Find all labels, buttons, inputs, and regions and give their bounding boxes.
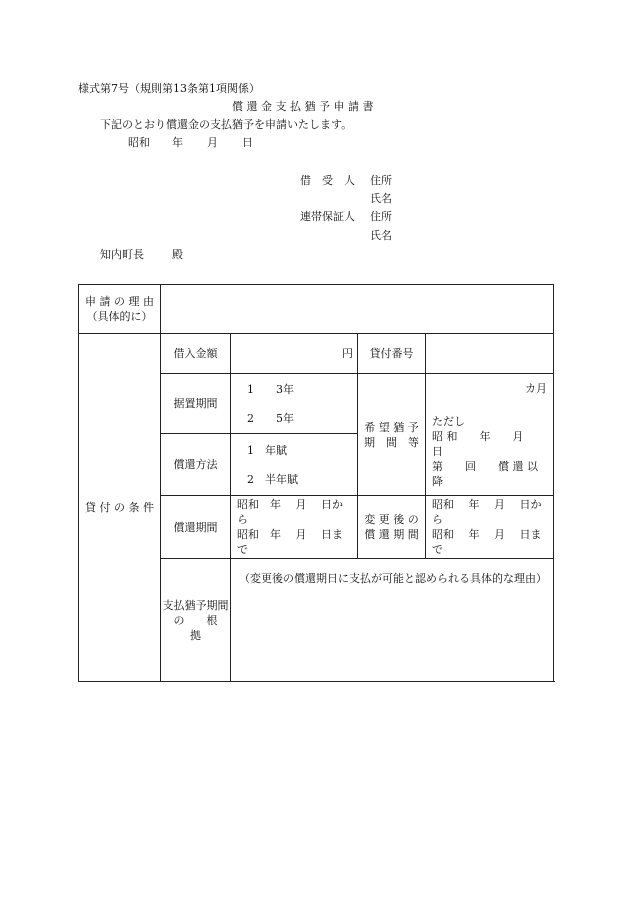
loan-amount-label: 借入金額 — [161, 334, 231, 374]
repayment-method-label: 償還方法 — [161, 434, 231, 496]
changed-from: 昭和 年 月 日から — [432, 498, 542, 526]
loan-conditions-label: 貸 付 の 条 件 — [79, 334, 161, 682]
desired-note: ただし — [432, 414, 465, 428]
grace-period-label: 据置期間 — [161, 374, 231, 434]
reason-label-sub: （具体的に） — [86, 310, 153, 323]
changed-period-label-cell — [358, 496, 426, 559]
date-era: 昭和 — [128, 136, 150, 149]
date-day: 日 — [242, 136, 253, 149]
reason-field[interactable] — [161, 285, 554, 334]
form-number: 様式第7号（規則第13条第1項関係） — [78, 82, 260, 95]
loan-amount-row — [79, 334, 554, 374]
changed-period-label: 変 更 後 の — [364, 513, 419, 526]
repayment-option-annual[interactable]: 1 年賦 — [247, 443, 287, 457]
desired-deferral-label: 希 望 猶 予 — [364, 420, 419, 434]
loan-amount-field[interactable] — [231, 334, 358, 374]
date-month: 月 — [207, 136, 218, 149]
grace-option-5yr[interactable]: 2 5年 — [247, 411, 294, 425]
reason-label: 申 請 の 理 由 — [85, 295, 154, 308]
application-table — [78, 284, 554, 682]
basis-instruction: （変更後の償還期日に支払が可能と認められる具体的な理由） — [239, 572, 547, 585]
desired-deferral-field[interactable] — [426, 374, 554, 496]
grace-option-3yr[interactable]: 1 3年 — [247, 382, 294, 396]
repayment-period-label: 償還期間 — [161, 496, 231, 559]
desired-installment: 第 回 償 還 以 降 — [432, 459, 538, 488]
yen-unit: 円 — [342, 347, 353, 360]
repayment-method-options — [231, 434, 358, 496]
basis-label-cell — [161, 559, 240, 682]
loan-number-field[interactable] — [426, 334, 554, 374]
repayment-to: 昭和 年 月 日まで — [237, 528, 343, 556]
repayment-period-field[interactable] — [231, 496, 358, 559]
date-year: 年 — [172, 136, 183, 149]
reason-row — [79, 285, 554, 334]
repayment-option-semiannual[interactable]: 2 半年賦 — [247, 472, 298, 486]
loan-number-label: 貸付番号 — [358, 334, 426, 374]
grace-period-options — [231, 374, 358, 434]
borrower-address-label: 住所 — [370, 174, 392, 187]
basis-label-sub: の 根 拠 — [173, 613, 240, 642]
borrower-name-label: 氏名 — [370, 192, 392, 205]
desired-deferral-label-sub: 期 間 等 — [364, 435, 419, 449]
desired-date: 昭 和 年 月 日 — [432, 429, 546, 458]
desired-deferral-label-cell — [358, 374, 426, 496]
addressee-name: 知内町長 — [100, 248, 144, 261]
repayment-from: 昭和 年 月 日から — [237, 498, 343, 526]
basis-field[interactable] — [231, 559, 554, 682]
changed-period-label-sub: 償 還 期 間 — [364, 528, 419, 541]
form-title: 償 還 金 支 払 猶 予 申 請 書 — [232, 100, 374, 113]
reason-label-cell — [79, 285, 161, 334]
guarantor-address-label: 住所 — [370, 210, 392, 223]
borrower-label: 借 受 人 — [300, 174, 355, 187]
guarantor-name-label: 氏名 — [370, 229, 392, 242]
changed-period-field[interactable] — [426, 496, 554, 559]
changed-to: 昭和 年 月 日まで — [432, 528, 542, 556]
basis-label: 支払猶予期間 — [162, 598, 229, 612]
addressee-honorific: 殿 — [172, 248, 183, 261]
guarantor-label: 連帯保証人 — [300, 210, 355, 223]
desired-months: カ月 — [525, 381, 547, 395]
intro-text: 下記のとおり償還金の支払猶予を申請いたします。 — [100, 118, 353, 131]
